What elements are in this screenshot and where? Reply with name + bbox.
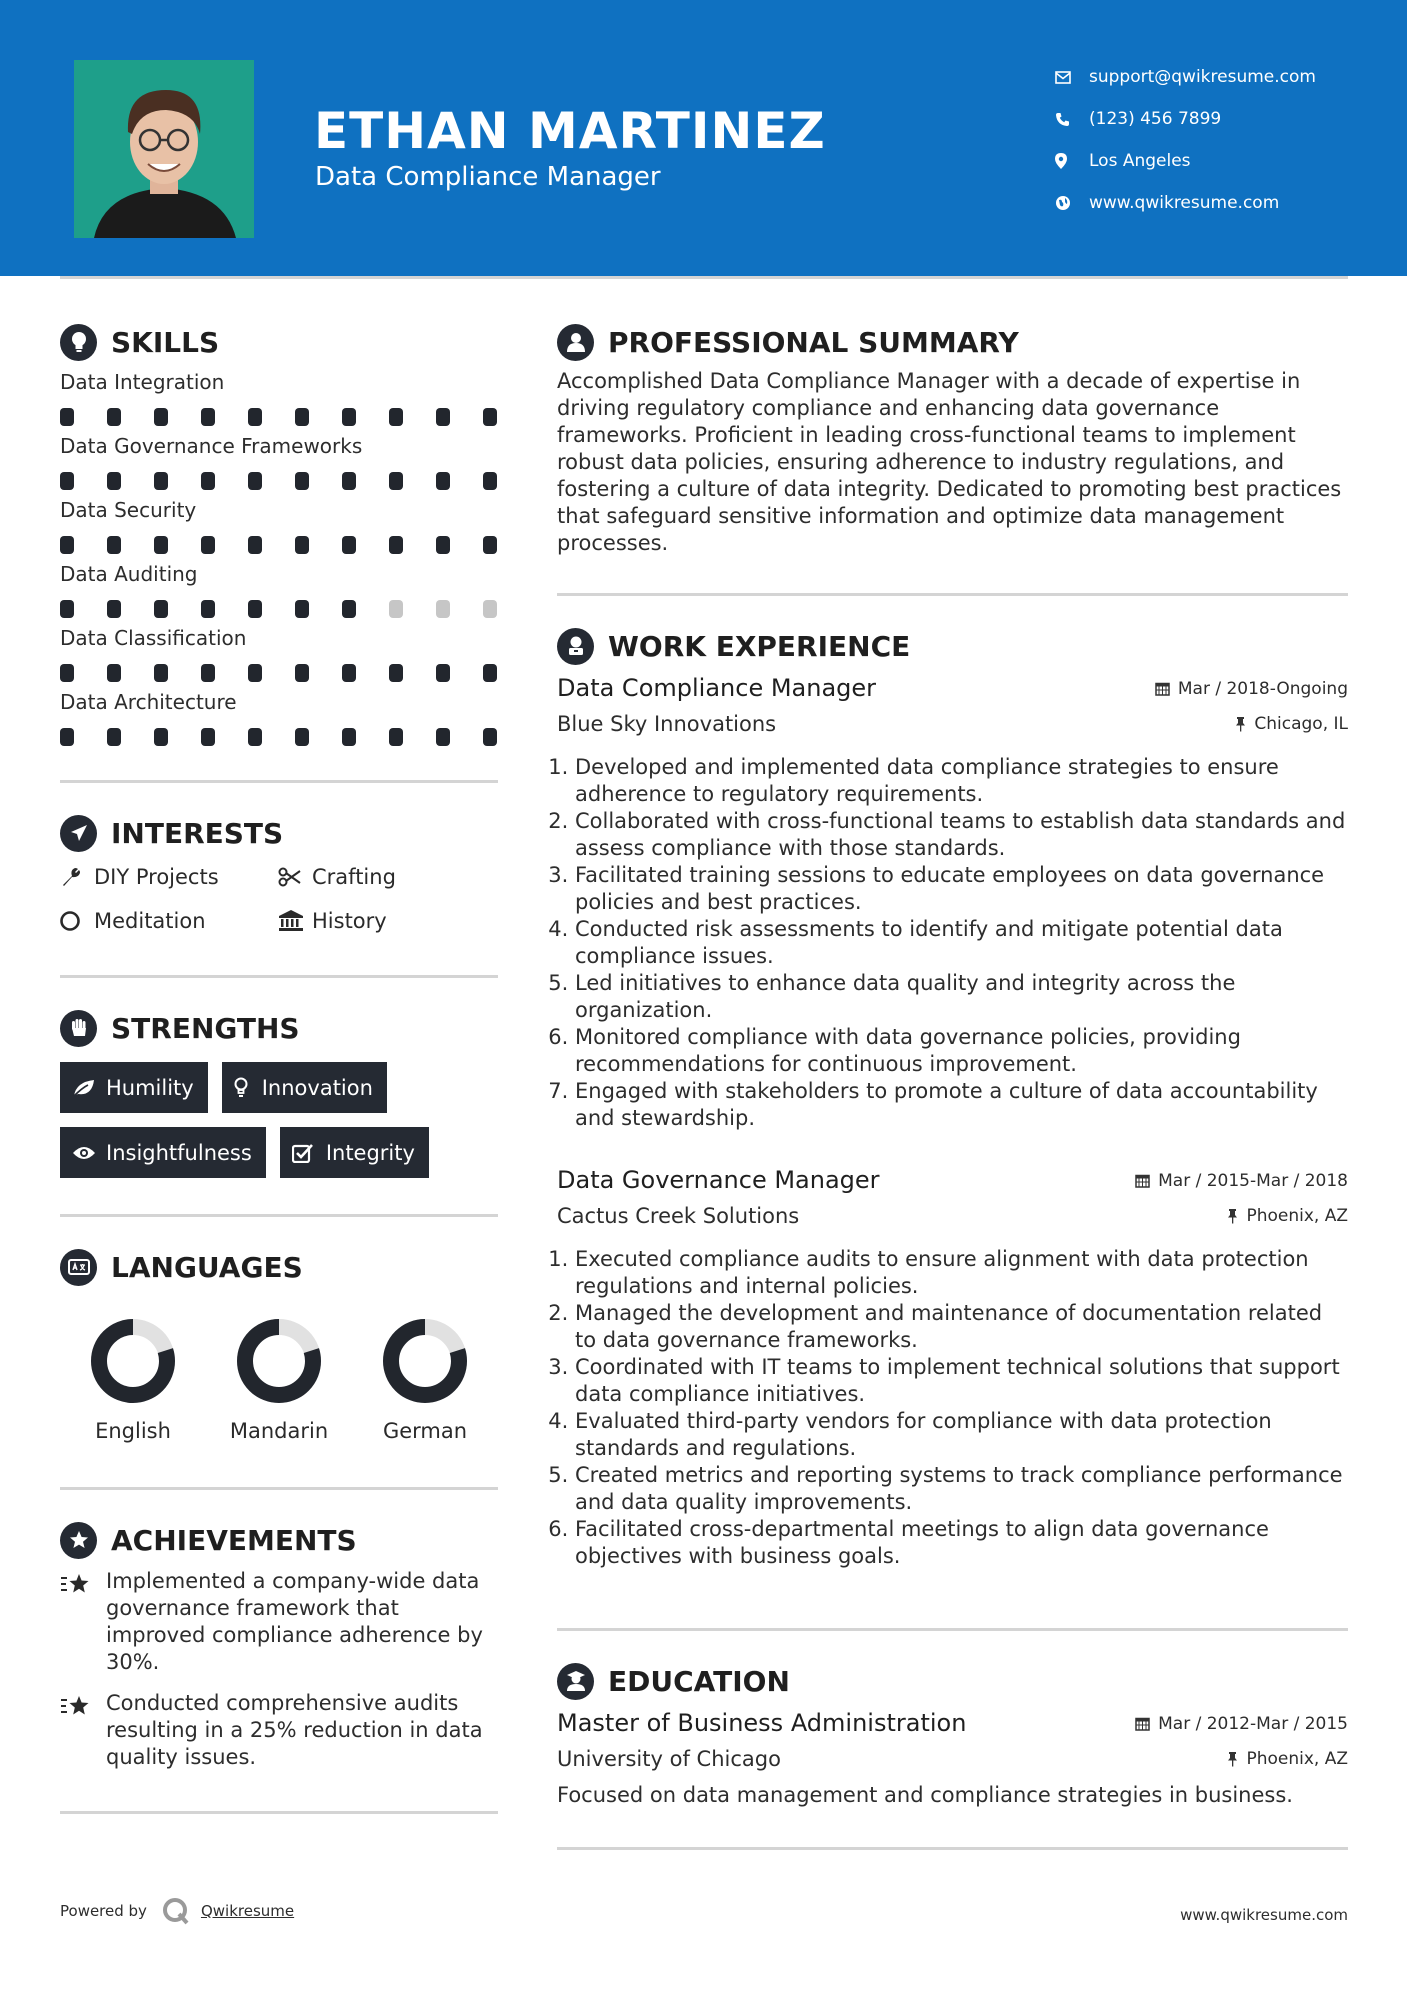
job-location [1227, 1206, 1348, 1226]
lightbulb-icon [234, 1077, 262, 1099]
summary-heading-text: PROFESSIONAL SUMMARY [608, 325, 1019, 359]
languages-list [60, 1317, 498, 1443]
skill-level-dot [436, 728, 450, 746]
duty-item: 3. Facilitated training sessions to educate employees on data governance policies and best practices. [575, 862, 1348, 916]
interest-item [278, 863, 498, 891]
skill-level-dot [342, 600, 356, 618]
skills-heading [60, 322, 498, 362]
achievement-item [60, 1690, 498, 1771]
language-item [352, 1317, 498, 1443]
candidate-title: Data Compliance Manager [315, 162, 661, 192]
skill-name: Data Auditing [60, 562, 198, 586]
interest-item [60, 863, 278, 891]
skill-name: Data Classification [60, 626, 247, 650]
duty-item: 6. Facilitated cross-departmental meetings to align data governance objectives with business goals. [575, 1516, 1348, 1570]
skill-level-dot [107, 472, 121, 490]
left-column [60, 322, 498, 1814]
interest-label: History [312, 909, 387, 933]
strength-label: Humility [106, 1075, 194, 1100]
job-location-text: Phoenix, AZ [1246, 1206, 1348, 1226]
skill-level-dot [436, 472, 450, 490]
skill-level-dot [342, 728, 356, 746]
calendar-icon [1135, 1716, 1150, 1731]
section-divider [557, 1628, 1348, 1631]
briefcase-user-icon [557, 628, 594, 665]
skills-list [60, 370, 498, 746]
footer-website[interactable]: www.qwikresume.com [1180, 1906, 1348, 1924]
skill-level-dot [342, 536, 356, 554]
skill-level-dot [201, 408, 215, 426]
phone-icon [1055, 109, 1089, 129]
strength-label: Innovation [261, 1075, 373, 1100]
languages-heading [60, 1247, 498, 1287]
language-item [60, 1317, 206, 1443]
duty-item: 1. Developed and implemented data compliance strategies to ensure adherence to regulatory requirements. [575, 754, 1348, 808]
job-duties-list [557, 1246, 1348, 1570]
contact-location-text: Los Angeles [1089, 151, 1191, 171]
skills-heading-text: SKILLS [111, 325, 220, 359]
skill-level-dot [107, 600, 121, 618]
skill-name: Data Integration [60, 370, 225, 394]
bank-icon [278, 909, 312, 933]
skill-level-dot [107, 536, 121, 554]
interest-item [60, 907, 278, 935]
job-title: Data Governance Manager [557, 1166, 880, 1194]
duty-item: 7. Engaged with stakeholders to promote a culture of data accountability and stewardship. [575, 1078, 1348, 1132]
skill-level-dot [154, 600, 168, 618]
education-heading [557, 1661, 1348, 1701]
contact-website[interactable] [1055, 182, 1316, 224]
language-card-icon [60, 1249, 97, 1286]
strength-label: Insightfulness [106, 1140, 252, 1165]
strength-tag [60, 1127, 266, 1178]
skill-level-dot [154, 664, 168, 682]
experience-heading [557, 626, 1348, 666]
education-location [1227, 1749, 1348, 1769]
strength-tag [222, 1062, 387, 1113]
language-name: Mandarin [229, 1419, 329, 1443]
skill-level-dot [154, 472, 168, 490]
skill-level-dot [436, 600, 450, 618]
skill-level-dot [295, 600, 309, 618]
skill-level-dot [107, 728, 121, 746]
interests-list [60, 863, 498, 935]
skill-level-dot [295, 536, 309, 554]
job-date-text: Mar / 2018-Ongoing [1177, 678, 1348, 699]
skill-name: Data Security [60, 498, 197, 522]
summary-heading [557, 322, 1348, 362]
skill-level-dot [483, 472, 497, 490]
skill-level-dot [248, 472, 262, 490]
skill-level-dot [154, 408, 168, 426]
envelope-icon [1055, 67, 1089, 87]
education-description: Focused on data management and compliance strategies in business. [557, 1783, 1293, 1807]
duty-item: 2. Collaborated with cross-functional teams to establish data standards and assess compliance with those standards. [575, 808, 1348, 862]
section-divider [60, 1811, 498, 1814]
achievements-heading-text: ACHIEVEMENTS [111, 1523, 357, 1557]
interests-heading-text: INTERESTS [111, 816, 284, 850]
education-date-text: Mar / 2012-Mar / 2015 [1158, 1713, 1348, 1734]
contact-list [1055, 56, 1316, 224]
experience-heading-text: WORK EXPERIENCE [608, 629, 911, 663]
job-duties-list [557, 754, 1348, 1132]
skill-level-dot [389, 600, 403, 618]
skill-level-dot [248, 536, 262, 554]
skill-level-dot [60, 728, 74, 746]
skill-level-dot [60, 536, 74, 554]
job-date [1155, 679, 1348, 699]
graduate-icon [557, 1663, 594, 1700]
skill-name: Data Architecture [60, 690, 237, 714]
wrench-icon [60, 865, 94, 889]
paper-plane-icon [60, 815, 97, 852]
contact-website-text: www.qwikresume.com [1089, 193, 1280, 213]
skill-level-dot [248, 600, 262, 618]
job-title: Data Compliance Manager [557, 674, 877, 702]
star-badge-icon [60, 1522, 97, 1559]
eye-icon [72, 1145, 106, 1161]
pushpin-icon [1227, 1209, 1238, 1224]
circle-icon [60, 909, 94, 933]
skill-level-dot [154, 536, 168, 554]
interest-label: DIY Projects [94, 865, 219, 889]
duty-item: 1. Executed compliance audits to ensure alignment with data protection regulations and internal policies. [575, 1246, 1348, 1300]
language-proficiency-ring [381, 1317, 469, 1405]
leaf-icon [72, 1078, 106, 1098]
duty-item: 4. Conducted risk assessments to identify and mitigate potential data compliance issues. [575, 916, 1348, 970]
user-icon [557, 324, 594, 361]
skill-level-dot [483, 600, 497, 618]
education-location-text: Phoenix, AZ [1246, 1749, 1348, 1769]
section-divider [60, 780, 498, 783]
education-date [1135, 1714, 1348, 1734]
header-divider [60, 276, 1348, 279]
education-entry [557, 1709, 1348, 1807]
skill-level-dot [201, 600, 215, 618]
map-pin-icon [1055, 151, 1089, 171]
skill-level-dot [436, 408, 450, 426]
job-location-text: Chicago, IL [1254, 714, 1348, 734]
skill-level-dot [389, 536, 403, 554]
language-proficiency-ring [89, 1317, 177, 1405]
skill-level-dot [483, 664, 497, 682]
strengths-heading [60, 1008, 498, 1048]
skill-level-dot [342, 472, 356, 490]
skill-level-dot [154, 728, 168, 746]
right-column [557, 322, 1348, 1850]
skill-level-dot [389, 408, 403, 426]
skill-level-dot [201, 536, 215, 554]
achievement-text: Implemented a company-wide data governance framework that improved compliance adherence by 30%. [106, 1569, 483, 1674]
skill-level-dot [342, 408, 356, 426]
interest-item [278, 907, 498, 935]
globe-icon [1055, 193, 1089, 213]
job-location [1235, 714, 1348, 734]
skill-level-dot [389, 728, 403, 746]
skill-level-dot [201, 472, 215, 490]
interests-heading [60, 813, 498, 853]
language-name: German [382, 1419, 468, 1443]
skill-level-dot [389, 472, 403, 490]
checkbox-icon [292, 1143, 326, 1163]
section-divider [60, 975, 498, 978]
skill-level-dot [107, 664, 121, 682]
skill-level-dot [248, 408, 262, 426]
duty-item: 3. Coordinated with IT teams to implement technical solutions that support data compliance initiatives. [575, 1354, 1348, 1408]
calendar-icon [1155, 681, 1170, 696]
skill-level-dots [60, 472, 497, 490]
resume-header [0, 0, 1407, 276]
fist-icon [60, 1010, 97, 1047]
skill-level-dot [436, 536, 450, 554]
contact-email-text: support@qwikresume.com [1089, 67, 1316, 87]
skill-level-dot [483, 536, 497, 554]
job-entry [557, 674, 1348, 1132]
contact-location [1055, 140, 1316, 182]
achievements-heading [60, 1520, 498, 1560]
company-name: Blue Sky Innovations [557, 712, 777, 736]
candidate-name: ETHAN MARTINEZ [314, 102, 826, 160]
skill-level-dot [60, 472, 74, 490]
skill-level-dot [107, 408, 121, 426]
language-proficiency-ring [235, 1317, 323, 1405]
calendar-icon [1135, 1173, 1150, 1188]
section-divider [557, 593, 1348, 596]
skill-level-dot [483, 408, 497, 426]
contact-phone[interactable] [1055, 98, 1316, 140]
achievement-item [60, 1568, 498, 1676]
duty-item: 2. Managed the development and maintenance of documentation related to data governance frameworks. [575, 1300, 1348, 1354]
interest-label: Meditation [94, 909, 206, 933]
scissors-icon [278, 865, 312, 889]
powered-by-text: Powered by [60, 1902, 147, 1920]
achievement-text: Conducted comprehensive audits resulting in a 25% reduction in data quality issues. [106, 1691, 483, 1769]
skill-level-dot [295, 408, 309, 426]
star-list-icon [60, 1568, 106, 1676]
strength-tag [280, 1127, 429, 1178]
pushpin-icon [1227, 1752, 1238, 1767]
company-name: Cactus Creek Solutions [557, 1204, 800, 1228]
skill-level-dot [295, 472, 309, 490]
skill-level-dot [248, 664, 262, 682]
skill-level-dot [389, 664, 403, 682]
skill-level-dot [295, 728, 309, 746]
skill-level-dots [60, 600, 497, 618]
lightbulb-icon [60, 324, 97, 361]
skill-level-dot [60, 408, 74, 426]
skill-level-dots [60, 536, 497, 554]
languages-heading-text: LANGUAGES [111, 1250, 303, 1284]
footer-powered-by [60, 1896, 294, 1926]
skill-level-dot [436, 664, 450, 682]
skill-level-dot [248, 728, 262, 746]
degree-title: Master of Business Administration [557, 1709, 967, 1737]
job-entry [557, 1166, 1348, 1570]
profile-photo [74, 60, 254, 238]
section-divider [60, 1487, 498, 1490]
duty-item: 6. Monitored compliance with data governance policies, providing recommendations for continuous improvement. [575, 1024, 1348, 1078]
qwikresume-logo-icon [161, 1896, 191, 1926]
skill-level-dot [201, 664, 215, 682]
summary-text: Accomplished Data Compliance Manager with a decade of expertise in driving regulatory compliance and enhancing data governance frameworks. Proficient in leading cross-functional teams to implement robust data policies, ensuring adherence to industry regulations, and fostering a culture of data integrity. Dedicated to promoting best practices that safeguard sensitive information and optimize data management processes. [557, 369, 1342, 555]
job-date-text: Mar / 2015-Mar / 2018 [1158, 1170, 1348, 1191]
skill-level-dot [483, 728, 497, 746]
language-item [206, 1317, 352, 1443]
pushpin-icon [1235, 717, 1246, 732]
education-heading-text: EDUCATION [608, 1664, 790, 1698]
duty-item: 5. Led initiatives to enhance data quality and integrity across the organization. [575, 970, 1348, 1024]
interest-label: Crafting [312, 865, 396, 889]
skill-level-dots [60, 728, 497, 746]
skill-level-dot [295, 664, 309, 682]
skill-name: Data Governance Frameworks [60, 434, 363, 458]
contact-email[interactable] [1055, 56, 1316, 98]
qwikresume-link[interactable]: Qwikresume [200, 1902, 295, 1920]
skill-level-dots [60, 664, 497, 682]
school-name: University of Chicago [557, 1747, 781, 1771]
job-date [1135, 1171, 1348, 1191]
skill-level-dot [201, 728, 215, 746]
contact-phone-text: (123) 456 7899 [1089, 109, 1222, 129]
section-divider [60, 1214, 498, 1217]
language-name: English [95, 1419, 171, 1443]
duty-item: 4. Evaluated third-party vendors for compliance with data protection standards and regulations. [575, 1408, 1348, 1462]
skill-level-dots [60, 408, 497, 426]
strengths-heading-text: STRENGTHS [111, 1011, 300, 1045]
section-divider [557, 1847, 1348, 1850]
skill-level-dot [60, 664, 74, 682]
skill-level-dot [342, 664, 356, 682]
strengths-list [60, 1062, 498, 1178]
skill-level-dot [60, 600, 74, 618]
strength-tag [60, 1062, 208, 1113]
duty-item: 5. Created metrics and reporting systems to track compliance performance and data quality improvements. [575, 1462, 1348, 1516]
star-list-icon [60, 1690, 106, 1771]
strength-label: Integrity [325, 1140, 415, 1165]
